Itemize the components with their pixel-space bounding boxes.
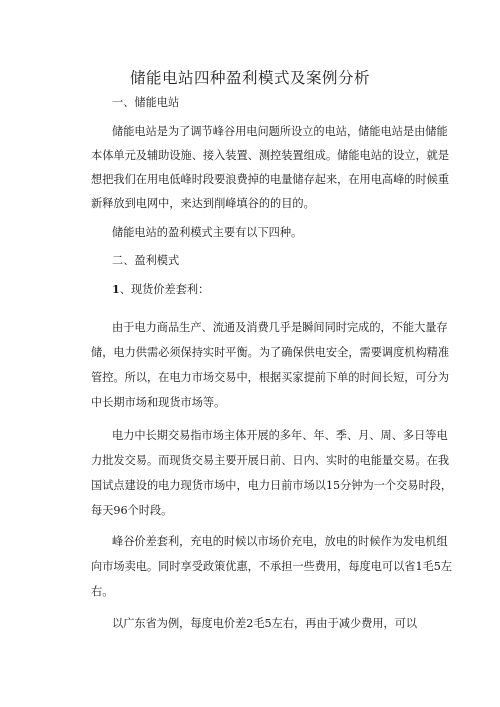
subsection-heading-spot-arbitrage	[112, 282, 209, 297]
paragraph-line: 以广东省为例，每度电价差2毛5左右，再由于减少费用，可以	[112, 617, 418, 630]
paragraph-line: 峰谷价差套利，充电的时候以市场价充电，放电的时候作为发电机组	[112, 535, 448, 548]
paragraph-line: 管控。所以，在电力市场交易中，根据买家提前下单的时间长短，可分为	[91, 371, 450, 384]
paragraph-line: 本体单元及辅助设施、接入装置、测控装置组成。储能电站的设立，就是	[91, 149, 450, 162]
paragraph-line: 右。	[91, 585, 114, 598]
section-heading-energy-storage: 一、储能电站	[112, 96, 180, 109]
subsection-number: 1	[112, 282, 120, 296]
paragraph-line: 电力中长期交易指市场主体开展的多年、年、季、月、周、多日等电	[112, 429, 448, 442]
paragraph-line: 国试点建设的电力现货市场中，电力日前市场以15分钟为一个交易时段，	[91, 479, 453, 492]
paragraph-line: 中长期市场和现货市场等。	[91, 396, 226, 409]
paragraph-line: 每天96个时段。	[91, 504, 173, 517]
paragraph-line: 储能电站是为了调节峰谷用电问题所设立的电站，储能电站是由储能	[112, 125, 448, 138]
document-title: 储能电站四种盈利模式及案例分析	[129, 69, 370, 87]
section-heading-profit-models: 二、盈利模式	[112, 254, 180, 267]
paragraph-line: 向市场卖电。同时享受政策优惠，不承担一些费用，每度电可以省1毛5左	[91, 560, 453, 573]
subsection-label: 、现货价差套利：	[119, 283, 210, 296]
paragraph-line: 力批发交易。而现货交易主要开展日前、日内、实时的电能量交易。在我	[91, 454, 450, 467]
paragraph-line: 想把我们在用电低峰时段要浪费掉的电量储存起来，在用电高峰的时候重	[91, 173, 450, 186]
paragraph-line: 新释放到电网中，来达到削峰填谷的的目的。	[91, 197, 315, 210]
paragraph-line: 储能电站的盈利模式主要有以下四种。	[112, 226, 303, 239]
paragraph-line: 由于电力商品生产、流通及消费几乎是瞬间同时完成的，不能大量存	[112, 321, 448, 334]
paragraph-line: 储，电力供需必须保持实时平衡。为了确保供电安全，需要调度机构精准	[91, 346, 450, 359]
